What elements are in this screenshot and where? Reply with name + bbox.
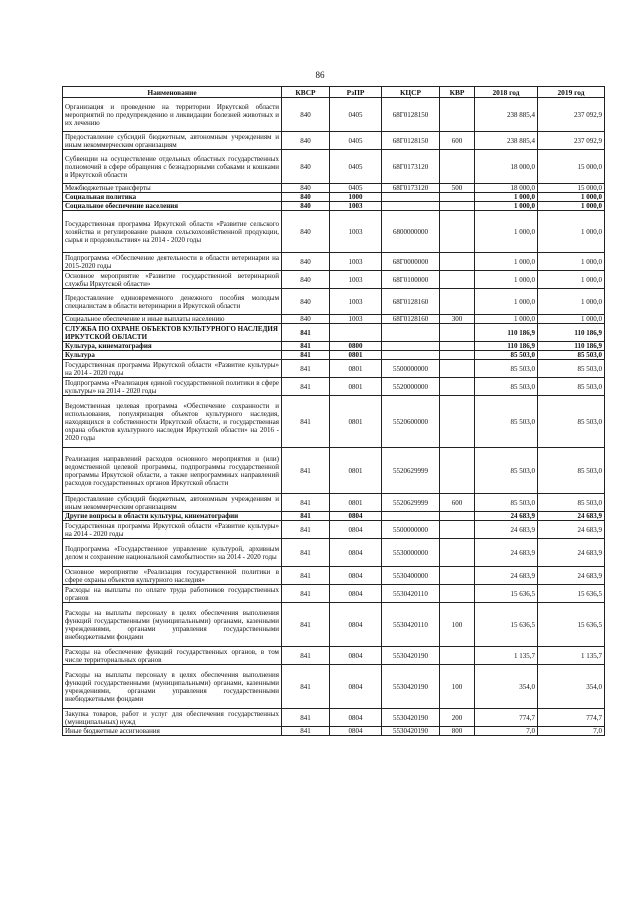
cell-kcsr — [382, 202, 440, 211]
cell-2018: 24 683,9 — [475, 512, 538, 521]
cell-kcsr: 5530420190 — [382, 709, 440, 727]
table-row — [63, 512, 605, 521]
header-2019: 2019 год — [538, 87, 605, 98]
cell-2018: 15 636,5 — [475, 585, 538, 603]
cell-kvr — [440, 585, 475, 603]
cell-kvsr: 840 — [282, 202, 330, 211]
cell-kvr — [440, 512, 475, 521]
cell-kvr: 200 — [440, 709, 475, 727]
cell-rzpr: 0804 — [330, 647, 382, 665]
cell-kcsr: 68Г0173120 — [382, 184, 440, 193]
cell-kvr: 600 — [440, 132, 475, 150]
cell-kvsr: 841 — [282, 512, 330, 521]
cell-rzpr: 1003 — [330, 271, 382, 289]
table-body — [63, 98, 605, 736]
table-row — [63, 184, 605, 193]
cell-kvsr: 840 — [282, 271, 330, 289]
cell-kvsr: 841 — [282, 647, 330, 665]
cell-2019: 110 186,9 — [538, 342, 605, 351]
cell-2018: 1 135,7 — [475, 647, 538, 665]
table-row — [63, 98, 605, 132]
cell-2019: 24 683,9 — [538, 539, 605, 567]
cell-2019: 110 186,9 — [538, 324, 605, 342]
table-row — [63, 494, 605, 512]
cell-2019: 85 503,0 — [538, 494, 605, 512]
cell-kvr — [440, 539, 475, 567]
cell-name: Социальное обеспечение населения — [63, 202, 282, 211]
header-rzpr: РзПР — [330, 87, 382, 98]
cell-2018: 85 503,0 — [475, 448, 538, 494]
cell-kvr — [440, 202, 475, 211]
cell-kvsr: 840 — [282, 184, 330, 193]
cell-name: Культура — [63, 351, 282, 360]
cell-kvsr: 841 — [282, 396, 330, 448]
cell-name: Субвенции на осуществление отдельных областных государственных полномочий в сфере обращения с безнадзорными собаками и кошками в Иркутской области — [63, 150, 282, 184]
cell-name: Иные бюджетные ассигнования — [63, 727, 282, 736]
cell-name: Государственная программа Иркутской области «Развитие сельского хозяйства и регулирование рынков сельскохозяйственной продукции, сырья и продовольствия» на 2014 - 2020 годы — [63, 211, 282, 253]
cell-kvsr: 841 — [282, 603, 330, 647]
cell-2019: 15 000,0 — [538, 150, 605, 184]
cell-name: Предоставление единовременного денежного пособия молодым специалистам в области ветеринарии в Иркутской области — [63, 289, 282, 315]
cell-kvsr: 840 — [282, 132, 330, 150]
cell-kcsr — [382, 324, 440, 342]
cell-2018: 110 186,9 — [475, 342, 538, 351]
cell-2018: 24 683,9 — [475, 567, 538, 585]
table-row — [63, 271, 605, 289]
cell-kvsr: 841 — [282, 494, 330, 512]
table-row — [63, 324, 605, 342]
cell-kvsr: 841 — [282, 521, 330, 539]
cell-kvsr: 840 — [282, 211, 330, 253]
budget-table — [62, 86, 605, 736]
cell-kvr — [440, 289, 475, 315]
cell-rzpr: 0804 — [330, 727, 382, 736]
cell-kcsr: 5530000000 — [382, 539, 440, 567]
cell-rzpr: 0804 — [330, 521, 382, 539]
cell-name: Расходы на выплаты по оплате труда работников государственных органов — [63, 585, 282, 603]
table-row — [63, 132, 605, 150]
cell-2018: 1 000,0 — [475, 193, 538, 202]
cell-name: Основное мероприятие «Реализация государственной политики в сфере охраны объектов культурного наследия» — [63, 567, 282, 585]
cell-name: Государственная программа Иркутской области «Развитие культуры» на 2014 - 2020 годы — [63, 360, 282, 378]
header-kcsr: КЦСР — [382, 87, 440, 98]
cell-rzpr: 0804 — [330, 603, 382, 647]
table-row — [63, 253, 605, 271]
cell-kvsr: 840 — [282, 193, 330, 202]
cell-kcsr: 68Г0173120 — [382, 150, 440, 184]
cell-2018: 238 885,4 — [475, 132, 538, 150]
cell-kcsr: 5530420190 — [382, 647, 440, 665]
cell-kvr: 100 — [440, 665, 475, 709]
cell-kvr — [440, 647, 475, 665]
cell-2018: 85 503,0 — [475, 396, 538, 448]
cell-rzpr: 0804 — [330, 512, 382, 521]
cell-kvr — [440, 342, 475, 351]
cell-kvr: 800 — [440, 727, 475, 736]
cell-rzpr: 0801 — [330, 351, 382, 360]
table-row — [63, 603, 605, 647]
cell-2018: 110 186,9 — [475, 324, 538, 342]
cell-name: Межбюджетные трансферты — [63, 184, 282, 193]
header-kvr: КВР — [440, 87, 475, 98]
cell-name: Реализация направлений расходов основного мероприятия и (или) ведомственной целевой программы, подпрограммы государственной программы Иркутской области, а также непрограммных направлений расходов государственных органов Иркутской области — [63, 448, 282, 494]
cell-kvsr: 840 — [282, 289, 330, 315]
table-row — [63, 585, 605, 603]
table-row — [63, 448, 605, 494]
cell-2018: 1 000,0 — [475, 211, 538, 253]
cell-rzpr: 0804 — [330, 539, 382, 567]
cell-name: Социальное обеспечение и иные выплаты населению — [63, 315, 282, 324]
cell-name: Подпрограмма «Обеспечение деятельности в области ветеринарии на 2015-2020 годы — [63, 253, 282, 271]
cell-name: Закупка товаров, работ и услуг для обеспечения государственных (муниципальных) нужд — [63, 709, 282, 727]
cell-2019: 24 683,9 — [538, 512, 605, 521]
cell-kvsr: 841 — [282, 665, 330, 709]
table-row — [63, 396, 605, 448]
table-row — [63, 342, 605, 351]
cell-2018: 7,0 — [475, 727, 538, 736]
cell-rzpr: 1003 — [330, 315, 382, 324]
cell-rzpr: 0801 — [330, 448, 382, 494]
cell-2018: 1 000,0 — [475, 253, 538, 271]
cell-2018: 1 000,0 — [475, 202, 538, 211]
cell-kvr — [440, 448, 475, 494]
table-row — [63, 521, 605, 539]
cell-kvr — [440, 193, 475, 202]
cell-kcsr — [382, 351, 440, 360]
cell-kvr — [440, 253, 475, 271]
cell-2019: 1 000,0 — [538, 211, 605, 253]
table-row — [63, 150, 605, 184]
cell-kcsr: 68Г0128160 — [382, 289, 440, 315]
cell-2019: 1 000,0 — [538, 253, 605, 271]
table-row — [63, 360, 605, 378]
cell-rzpr: 1003 — [330, 289, 382, 315]
table-row — [63, 202, 605, 211]
cell-name: Основное мероприятие «Развитие государственной ветеринарной службы Иркутской области» — [63, 271, 282, 289]
cell-2018: 18 000,0 — [475, 150, 538, 184]
cell-kvsr: 840 — [282, 98, 330, 132]
cell-name: СЛУЖБА ПО ОХРАНЕ ОБЪЕКТОВ КУЛЬТУРНОГО НАСЛЕДИЯ ИРКУТСКОЙ ОБЛАСТИ — [63, 324, 282, 342]
cell-kcsr: 5520629999 — [382, 448, 440, 494]
cell-2019: 237 092,9 — [538, 98, 605, 132]
page-number: 86 — [315, 70, 325, 80]
cell-name: Расходы на выплаты персоналу в целях обеспечения выполнения функций государственными (муниципальными) органами, казенными учреждениями, органами управления государственными внебюджетными фондами — [63, 603, 282, 647]
cell-name: Подпрограмма «Государственное управление культурой, архивным делом и сохранение национальной самобытности» на 2014 - 2020 годы — [63, 539, 282, 567]
cell-kvr: 600 — [440, 494, 475, 512]
cell-2018: 85 503,0 — [475, 351, 538, 360]
table-header-row — [63, 87, 605, 98]
cell-kvsr: 841 — [282, 567, 330, 585]
cell-name: Предоставление субсидий бюджетным, автономным учреждениям и иным некоммерческим организациям — [63, 132, 282, 150]
header-kvsr: КВСР — [282, 87, 330, 98]
cell-2019: 354,0 — [538, 665, 605, 709]
cell-rzpr — [330, 324, 382, 342]
table-row — [63, 665, 605, 709]
cell-2018: 24 683,9 — [475, 521, 538, 539]
cell-2019: 24 683,9 — [538, 521, 605, 539]
cell-kvr — [440, 378, 475, 396]
cell-kcsr: 5530420110 — [382, 585, 440, 603]
cell-kcsr — [382, 193, 440, 202]
cell-rzpr: 1003 — [330, 202, 382, 211]
header-2018: 2018 год — [475, 87, 538, 98]
cell-rzpr: 0405 — [330, 132, 382, 150]
cell-kvsr: 841 — [282, 378, 330, 396]
cell-2018: 18 000,0 — [475, 184, 538, 193]
cell-2019: 85 503,0 — [538, 378, 605, 396]
cell-name: Подпрограмма «Реализация единой государственной политики в сфере культуры» на 2014 - 2020 годы — [63, 378, 282, 396]
cell-rzpr: 1003 — [330, 211, 382, 253]
cell-rzpr: 0801 — [330, 378, 382, 396]
cell-2018: 1 000,0 — [475, 271, 538, 289]
cell-name: Расходы на обеспечение функций государственных органов, в том числе территориальных органов — [63, 647, 282, 665]
cell-kcsr: 5530420190 — [382, 727, 440, 736]
cell-kvsr: 840 — [282, 253, 330, 271]
table-row — [63, 378, 605, 396]
cell-kcsr: 68Г0128160 — [382, 315, 440, 324]
cell-2019: 7,0 — [538, 727, 605, 736]
cell-rzpr: 0804 — [330, 709, 382, 727]
cell-rzpr: 1003 — [330, 253, 382, 271]
cell-rzpr: 0801 — [330, 360, 382, 378]
cell-rzpr: 0801 — [330, 396, 382, 448]
cell-kcsr: 68Г0128150 — [382, 98, 440, 132]
header-name: Наименование — [63, 87, 282, 98]
cell-name: Ведомственная целевая программа «Обеспечение сохранности и использования, популяризация объектов культурного наследия, находящихся в собственности Иркутской области, и государственная охрана объектов культурного наследия Иркутской области» на 2016 - 2020 годы — [63, 396, 282, 448]
cell-kvr — [440, 271, 475, 289]
cell-2019: 15 636,5 — [538, 603, 605, 647]
cell-name: Культура, кинематография — [63, 342, 282, 351]
cell-2018: 85 503,0 — [475, 494, 538, 512]
cell-name: Социальная политика — [63, 193, 282, 202]
cell-kvr — [440, 351, 475, 360]
cell-kcsr: 6800000000 — [382, 211, 440, 253]
cell-name: Организация и проведение на территории Иркутской области мероприятий по предупреждению и ликвидации болезней животных и их лечению — [63, 98, 282, 132]
cell-2019: 237 092,9 — [538, 132, 605, 150]
cell-kvsr: 841 — [282, 727, 330, 736]
cell-kvr: 100 — [440, 603, 475, 647]
cell-kvr: 300 — [440, 315, 475, 324]
cell-kvr — [440, 98, 475, 132]
cell-rzpr: 1000 — [330, 193, 382, 202]
cell-kcsr: 68Г0100000 — [382, 271, 440, 289]
cell-kcsr: 5520600000 — [382, 396, 440, 448]
table-row — [63, 567, 605, 585]
cell-kvr — [440, 396, 475, 448]
cell-kvsr: 841 — [282, 351, 330, 360]
cell-2018: 1 000,0 — [475, 289, 538, 315]
cell-2019: 1 000,0 — [538, 202, 605, 211]
cell-2018: 15 636,5 — [475, 603, 538, 647]
cell-2019: 24 683,9 — [538, 567, 605, 585]
cell-kvsr: 841 — [282, 360, 330, 378]
cell-rzpr: 0405 — [330, 150, 382, 184]
cell-kvr: 500 — [440, 184, 475, 193]
cell-kcsr: 68Г0128150 — [382, 132, 440, 150]
cell-kcsr — [382, 342, 440, 351]
table-row — [63, 647, 605, 665]
cell-kvr — [440, 567, 475, 585]
cell-rzpr: 0804 — [330, 585, 382, 603]
cell-kcsr: 5520629999 — [382, 494, 440, 512]
table-row — [63, 539, 605, 567]
cell-2019: 85 503,0 — [538, 396, 605, 448]
cell-2019: 1 000,0 — [538, 271, 605, 289]
table-row — [63, 289, 605, 315]
cell-kcsr — [382, 512, 440, 521]
cell-2019: 85 503,0 — [538, 448, 605, 494]
cell-2018: 85 503,0 — [475, 360, 538, 378]
cell-2019: 1 135,7 — [538, 647, 605, 665]
cell-kcsr: 5530420190 — [382, 665, 440, 709]
cell-kvr — [440, 150, 475, 184]
cell-2018: 85 503,0 — [475, 378, 538, 396]
cell-rzpr: 0405 — [330, 184, 382, 193]
cell-2019: 15 636,5 — [538, 585, 605, 603]
cell-2018: 1 000,0 — [475, 315, 538, 324]
cell-kvsr: 840 — [282, 315, 330, 324]
cell-kvr — [440, 211, 475, 253]
cell-kcsr: 5530420110 — [382, 603, 440, 647]
cell-name: Предоставление субсидий бюджетным, автономным учреждениям и иным некоммерческим организациям — [63, 494, 282, 512]
cell-name: Расходы на выплаты персоналу в целях обеспечения выполнения функций государственными (муниципальными) органами, казенными учреждениями, органами управления государственными внебюджетными фондами — [63, 665, 282, 709]
table-row — [63, 709, 605, 727]
cell-kcsr: 5530400000 — [382, 567, 440, 585]
cell-rzpr: 0804 — [330, 567, 382, 585]
cell-2019: 1 000,0 — [538, 315, 605, 324]
cell-name: Государственная программа Иркутской области «Развитие культуры» на 2014 - 2020 годы — [63, 521, 282, 539]
cell-kvsr: 841 — [282, 709, 330, 727]
cell-kcsr: 5500000000 — [382, 521, 440, 539]
cell-rzpr: 0804 — [330, 665, 382, 709]
cell-2019: 85 503,0 — [538, 351, 605, 360]
cell-2019: 85 503,0 — [538, 360, 605, 378]
cell-2019: 1 000,0 — [538, 289, 605, 315]
cell-2019: 1 000,0 — [538, 193, 605, 202]
cell-2018: 774,7 — [475, 709, 538, 727]
cell-2019: 774,7 — [538, 709, 605, 727]
cell-2019: 15 000,0 — [538, 184, 605, 193]
cell-kvsr: 841 — [282, 324, 330, 342]
cell-kvr — [440, 360, 475, 378]
cell-kcsr: 68Г0000000 — [382, 253, 440, 271]
cell-kvsr: 840 — [282, 150, 330, 184]
cell-rzpr: 0405 — [330, 98, 382, 132]
cell-kvr — [440, 324, 475, 342]
cell-2018: 354,0 — [475, 665, 538, 709]
cell-kvsr: 841 — [282, 585, 330, 603]
cell-name: Другие вопросы в области культуры, кинематографии — [63, 512, 282, 521]
table-row — [63, 315, 605, 324]
cell-kvsr: 841 — [282, 539, 330, 567]
table-row — [63, 727, 605, 736]
cell-kvr — [440, 521, 475, 539]
cell-2018: 24 683,9 — [475, 539, 538, 567]
table-row — [63, 351, 605, 360]
table-row — [63, 211, 605, 253]
cell-rzpr: 0800 — [330, 342, 382, 351]
cell-kvsr: 841 — [282, 448, 330, 494]
cell-kcsr: 5500000000 — [382, 360, 440, 378]
cell-rzpr: 0801 — [330, 494, 382, 512]
cell-kvsr: 841 — [282, 342, 330, 351]
cell-2018: 238 885,4 — [475, 98, 538, 132]
cell-kcsr: 5520000000 — [382, 378, 440, 396]
table-row — [63, 193, 605, 202]
